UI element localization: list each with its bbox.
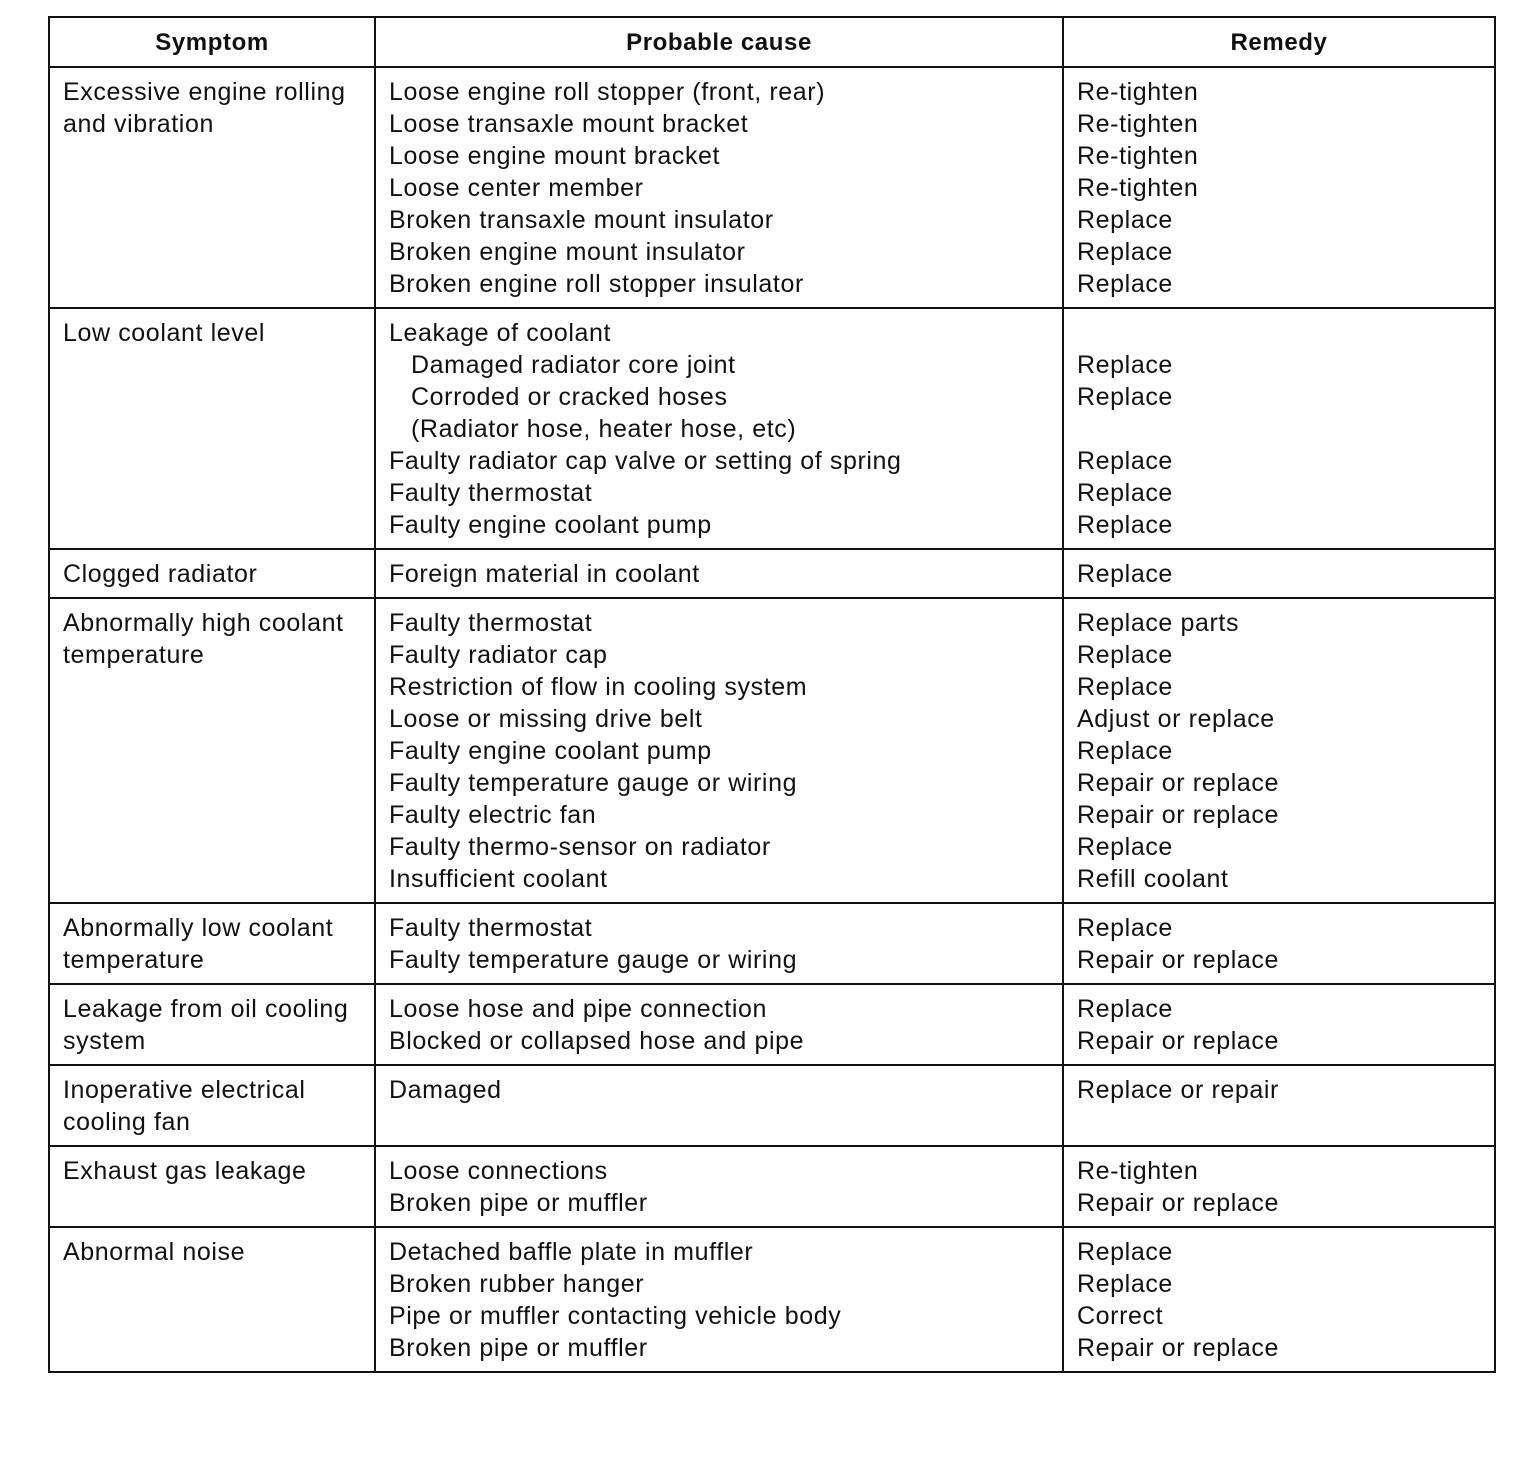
probable-cause-cell [375,67,1063,308]
remedy-cell [1063,549,1495,598]
symptom-text: Clogged radiator [63,560,258,588]
probable-cause-cell [375,598,1063,903]
table-row [49,984,1495,1065]
remedy-line: Repair or replace [1077,801,1279,829]
remedy-cell [1063,67,1495,308]
cause-line: Faulty radiator cap [389,641,608,669]
symptom-cell [49,903,375,984]
remedy-line: Replace [1077,270,1173,298]
cause-line: Broken pipe or muffler [389,1189,648,1217]
table-row [49,1146,1495,1227]
remedy-line: Replace [1077,447,1173,475]
cause-line: Broken engine mount insulator [389,238,746,266]
remedy-line: Replace [1077,511,1173,539]
table-row [49,67,1495,308]
cause-line: Faulty thermostat [389,479,593,507]
symptom-cell [49,67,375,308]
symptom-text: Abnormally high coolant temperature [63,609,344,669]
cause-line: Detached baffle plate in muffler [389,1238,754,1266]
cause-line: Faulty temperature gauge or wiring [389,946,798,974]
remedy-line: Adjust or replace [1077,705,1275,733]
probable-cause-cell [375,1065,1063,1146]
remedy-line [1077,317,1482,349]
symptom-text: Exhaust gas leakage [63,1157,307,1185]
remedy-cell [1063,1146,1495,1227]
cause-line: Faulty engine coolant pump [389,737,712,765]
cause-line: Pipe or muffler contacting vehicle body [389,1302,842,1330]
remedy-line: Replace [1077,206,1173,234]
remedy-line: Re-tighten [1077,110,1199,138]
remedy-cell [1063,903,1495,984]
probable-cause-cell [375,1227,1063,1372]
remedy-line: Replace [1077,673,1173,701]
symptom-header: Symptom [49,17,375,67]
remedy-cell [1063,308,1495,549]
remedy-line: Replace [1077,914,1173,942]
symptom-cell [49,1065,375,1146]
cause-line: Faulty engine coolant pump [389,511,712,539]
table-row [49,598,1495,903]
cause-line: Damaged radiator core joint [411,351,736,379]
symptom-cell [49,984,375,1065]
probable-cause-header: Probable cause [375,17,1063,67]
remedy-header: Remedy [1063,17,1495,67]
remedy-line: Replace [1077,383,1173,411]
probable-cause-cell [375,984,1063,1065]
table-row [49,1227,1495,1372]
remedy-line: Repair or replace [1077,769,1279,797]
remedy-cell [1063,984,1495,1065]
table-row [49,549,1495,598]
probable-cause-cell [375,1146,1063,1227]
cause-line: Loose or missing drive belt [389,705,703,733]
symptom-text: Low coolant level [63,319,265,347]
remedy-line: Repair or replace [1077,946,1279,974]
cause-line [389,1106,1050,1138]
remedy-line: Replace [1077,641,1173,669]
cause-line: Damaged [389,1076,502,1104]
probable-cause-cell [375,903,1063,984]
cause-line: Broken pipe or muffler [389,1334,648,1362]
table-row [49,903,1495,984]
probable-cause-cell [375,549,1063,598]
symptom-text: Inoperative electrical cooling fan [63,1076,306,1136]
remedy-line: Replace [1077,737,1173,765]
cause-line: Broken rubber hanger [389,1270,645,1298]
remedy-line: Re-tighten [1077,78,1199,106]
cause-line: Loose engine mount bracket [389,142,721,170]
cause-line: Restriction of flow in cooling system [389,673,808,701]
cause-line: Loose center member [389,174,644,202]
remedy-line: Replace [1077,995,1173,1023]
remedy-line: Re-tighten [1077,142,1199,170]
remedy-cell [1063,1227,1495,1372]
cause-line: Faulty radiator cap valve or setting of spring [389,447,902,475]
remedy-line: Correct [1077,1302,1164,1330]
cause-line: Loose hose and pipe connection [389,995,768,1023]
cause-line: Broken transaxle mount insulator [389,206,774,234]
cause-line: Faulty thermo-sensor on radiator [389,833,771,861]
remedy-cell [1063,598,1495,903]
symptom-cell [49,1227,375,1372]
remedy-line [1077,1106,1482,1138]
remedy-line: Re-tighten [1077,1157,1199,1185]
remedy-line: Replace [1077,833,1173,861]
remedy-line: Replace [1077,238,1173,266]
cause-line: Faulty thermostat [389,914,593,942]
remedy-line [1077,413,1482,445]
cause-line: Loose connections [389,1157,608,1185]
symptom-cell [49,549,375,598]
symptom-text: Leakage from oil cooling system [63,995,349,1055]
symptom-cell [49,308,375,549]
remedy-line: Replace [1077,1270,1173,1298]
cause-line: Blocked or collapsed hose and pipe [389,1027,805,1055]
symptom-cell [49,1146,375,1227]
table-body [49,67,1495,1372]
cause-line: Faulty temperature gauge or wiring [389,769,798,797]
cause-line: Corroded or cracked hoses [411,383,728,411]
cause-line: Loose engine roll stopper (front, rear) [389,78,826,106]
cause-line: Broken engine roll stopper insulator [389,270,804,298]
cause-line: Insufficient coolant [389,865,608,893]
remedy-line: Repair or replace [1077,1189,1279,1217]
header-row [49,17,1495,67]
remedy-line: Replace or repair [1077,1076,1279,1104]
cause-line: Faulty electric fan [389,801,597,829]
troubleshooting-table-container [48,16,1494,1373]
table-row [49,308,1495,549]
symptom-text: Abnormal noise [63,1238,246,1266]
cause-line: Leakage of coolant [389,319,612,347]
cause-line: Foreign material in coolant [389,560,700,588]
remedy-line: Repair or replace [1077,1027,1279,1055]
symptom-text: Abnormally low coolant temperature [63,914,334,974]
table-row [49,1065,1495,1146]
remedy-line: Replace parts [1077,609,1240,637]
remedy-line: Replace [1077,560,1173,588]
remedy-cell [1063,1065,1495,1146]
troubleshooting-table [48,16,1496,1373]
cause-line: (Radiator hose, heater hose, etc) [411,415,797,443]
remedy-line: Repair or replace [1077,1334,1279,1362]
probable-cause-cell [375,308,1063,549]
remedy-line: Re-tighten [1077,174,1199,202]
remedy-line: Replace [1077,479,1173,507]
cause-line: Loose transaxle mount bracket [389,110,749,138]
symptom-text: Excessive engine rolling and vibration [63,78,346,138]
remedy-line: Refill coolant [1077,865,1229,893]
remedy-line: Replace [1077,351,1173,379]
symptom-cell [49,598,375,903]
cause-line: Faulty thermostat [389,609,593,637]
remedy-line: Replace [1077,1238,1173,1266]
